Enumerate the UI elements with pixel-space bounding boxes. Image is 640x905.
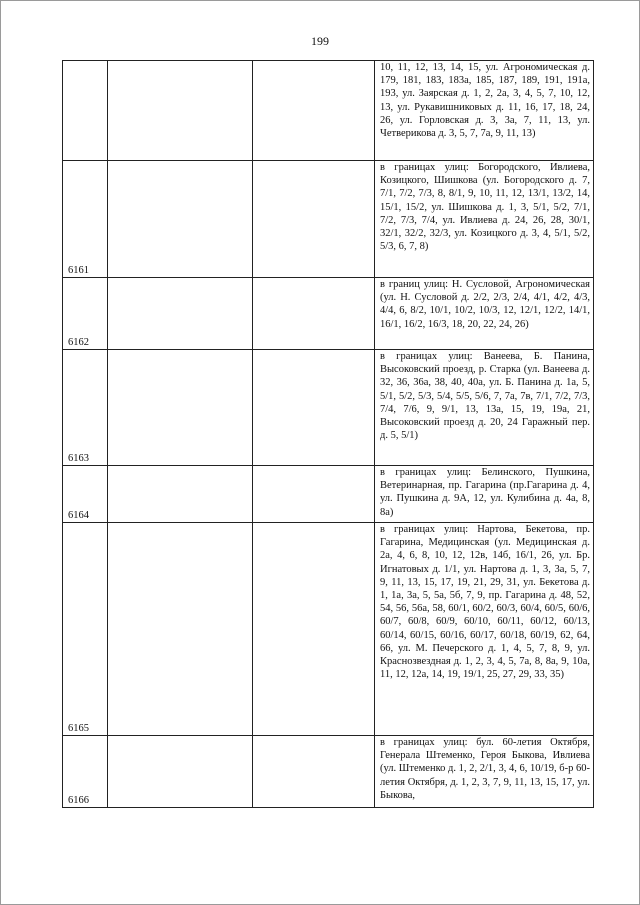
boundaries-cell bbox=[375, 278, 594, 350]
boundaries-text: в границах улиц: Богородского, Ивлиева, Козицкого, Шишкова (ул. Богородского д. 7, 7/1, 7/2, 7/3, 8, 8/1, 9, 10, 11, 12, 13/1, 13/2, 14, 15/1, 15/2, ул. Шишкова д. 1, 3, 5/1, 5/2, 7/1, 7/2, 7/3, 7/4, ул. Ивлиева д. 24, 26, 28, 30/1, 32/1, 32/2, 32/3, ул. Козицкого д. 3, 4, 5/1, 5/2, 5/3, 6, 7, 8) bbox=[380, 162, 590, 253]
boundaries-cell bbox=[375, 466, 594, 523]
empty-cell bbox=[108, 161, 253, 278]
boundaries-cell bbox=[375, 350, 594, 466]
boundaries-text: 10, 11, 12, 13, 14, 15, ул. Агрономическая д. 179, 181, 183, 183а, 185, 187, 189, 191, 191а, 193, ул. Заярская д. 1, 2, 2а, 3, 4, 5, 7, 10, 12, 13, ул. Рукавишниковых д. 11, 16, 17, 18, 24, 26, ул. Горловская д. 3, 3а, 7, 11, 13, ул. Четверикова д. 3, 5, 7, 7а, 9, 11, 13) bbox=[380, 62, 590, 140]
empty-cell bbox=[108, 278, 253, 350]
empty-cell bbox=[253, 523, 375, 736]
boundaries-cell bbox=[375, 61, 594, 161]
empty-cell bbox=[108, 736, 253, 808]
empty-cell bbox=[253, 161, 375, 278]
polling-districts-table bbox=[62, 60, 594, 808]
boundaries-text: в границах улиц: бул. 60-летия Октября, Генерала Штеменко, Героя Быкова, Ивлиева (ул. Штеменко д. 1, 2, 2/1, 3, 4, 6, 10/19, б-р 60-летия Октября, д. 1, 2, 3, 7, 9, 11, 13, 15, 17, ул. Быкова, bbox=[380, 737, 590, 801]
boundaries-cell bbox=[375, 736, 594, 808]
district-number-cell: 6162 bbox=[63, 278, 108, 350]
empty-cell bbox=[108, 350, 253, 466]
boundaries-cell bbox=[375, 161, 594, 278]
table-row bbox=[63, 61, 594, 161]
empty-cell bbox=[253, 278, 375, 350]
boundaries-cell bbox=[375, 523, 594, 736]
table-row bbox=[63, 736, 594, 808]
district-number-cell: 6161 bbox=[63, 161, 108, 278]
boundaries-text: в границах улиц: Нартова, Бекетова, пр. Гагарина, Медицинская (ул. Медицинская д. 2а, 4, 6, 8, 10, 12, 12в, 14б, 16/1, 26, ул. Бр. Игнатовых д. 1/1, ул. Нартова д. 1, 3, 3а, 5, 7, 9, 11, 13, 15, 17, 19, 21, 29, 31, ул. Бекетова д. 1, 1а, 3а, 5, 5а, 5б, 7, 9, пр. Гагарина д. 48, 52, 54, 56, 56а, 58, 60/1, 60/2, 60/3, 60/4, 60/5, 60/6, 60/7, 60/8, 60/9, 60/10, 60/11, 60/12, 60/13, 60/14, 60/15, 60/16, 60/17, 60/18, 60/19, 62, 64, 66, ул. М. Печерского д. 1, 4, 5, 7, 8, 9, ул. Краснозвездная д. 1, 2, 3, 4, 5, 7а, 8, 8а, 9, 10а, 11, 12, 12а, 14, 19, 19/1, 25, 27, 29, 33, 35) bbox=[380, 524, 590, 681]
boundaries-text: в границах улиц: Белинского, Пушкина, Ветеринарная, пр. Гагарина (пр.Гагарина д. 4, ул. Пушкина д. 9А, 12, ул. Кулибина д. 4а, 8, 8а) bbox=[380, 467, 590, 518]
district-number-cell: 6165 bbox=[63, 523, 108, 736]
table-row bbox=[63, 350, 594, 466]
table-row bbox=[63, 278, 594, 350]
empty-cell bbox=[253, 61, 375, 161]
empty-cell bbox=[108, 466, 253, 523]
district-number-cell: 6163 bbox=[63, 350, 108, 466]
boundaries-text: в границах улиц: Ванеева, Б. Панина, Высоковский проезд, р. Старка (ул. Ванеева д. 32, 36, 36а, 38, 40, 40а, ул. Б. Панина д. 1а, 5, 5/1, 5/2, 5/3, 5/4, 5/5, 5/6, 7, 7а, 7в, 7/1, 7/2, 7/3, 7/4, 7/6, 9, 9/1, 13, 13а, 15, 19, 19а, 21, Высоковский проезд д. 20, 24 Гаражный пер. д. 5, 5/1) bbox=[380, 351, 590, 442]
empty-cell bbox=[108, 61, 253, 161]
table-row bbox=[63, 161, 594, 278]
district-number-cell bbox=[63, 61, 108, 161]
table-row bbox=[63, 523, 594, 736]
empty-cell bbox=[108, 523, 253, 736]
empty-cell bbox=[253, 350, 375, 466]
district-number-cell: 6166 bbox=[63, 736, 108, 808]
empty-cell bbox=[253, 466, 375, 523]
table-row bbox=[63, 466, 594, 523]
district-number-cell: 6164 bbox=[63, 466, 108, 523]
empty-cell bbox=[253, 736, 375, 808]
page-number: 199 bbox=[311, 34, 329, 48]
boundaries-text: в границ улиц: Н. Сусловой, Агрономическая (ул. Н. Сусловой д. 2/2, 2/3, 2/4, 4/1, 4/2, 4/3, 4/4, 6, 8/2, 10/1, 10/2, 10/3, 12, 12/1, 12/2, 14/1, 16/1, 16/2, 16/3, 18, 20, 22, 24, 26) bbox=[380, 279, 590, 330]
